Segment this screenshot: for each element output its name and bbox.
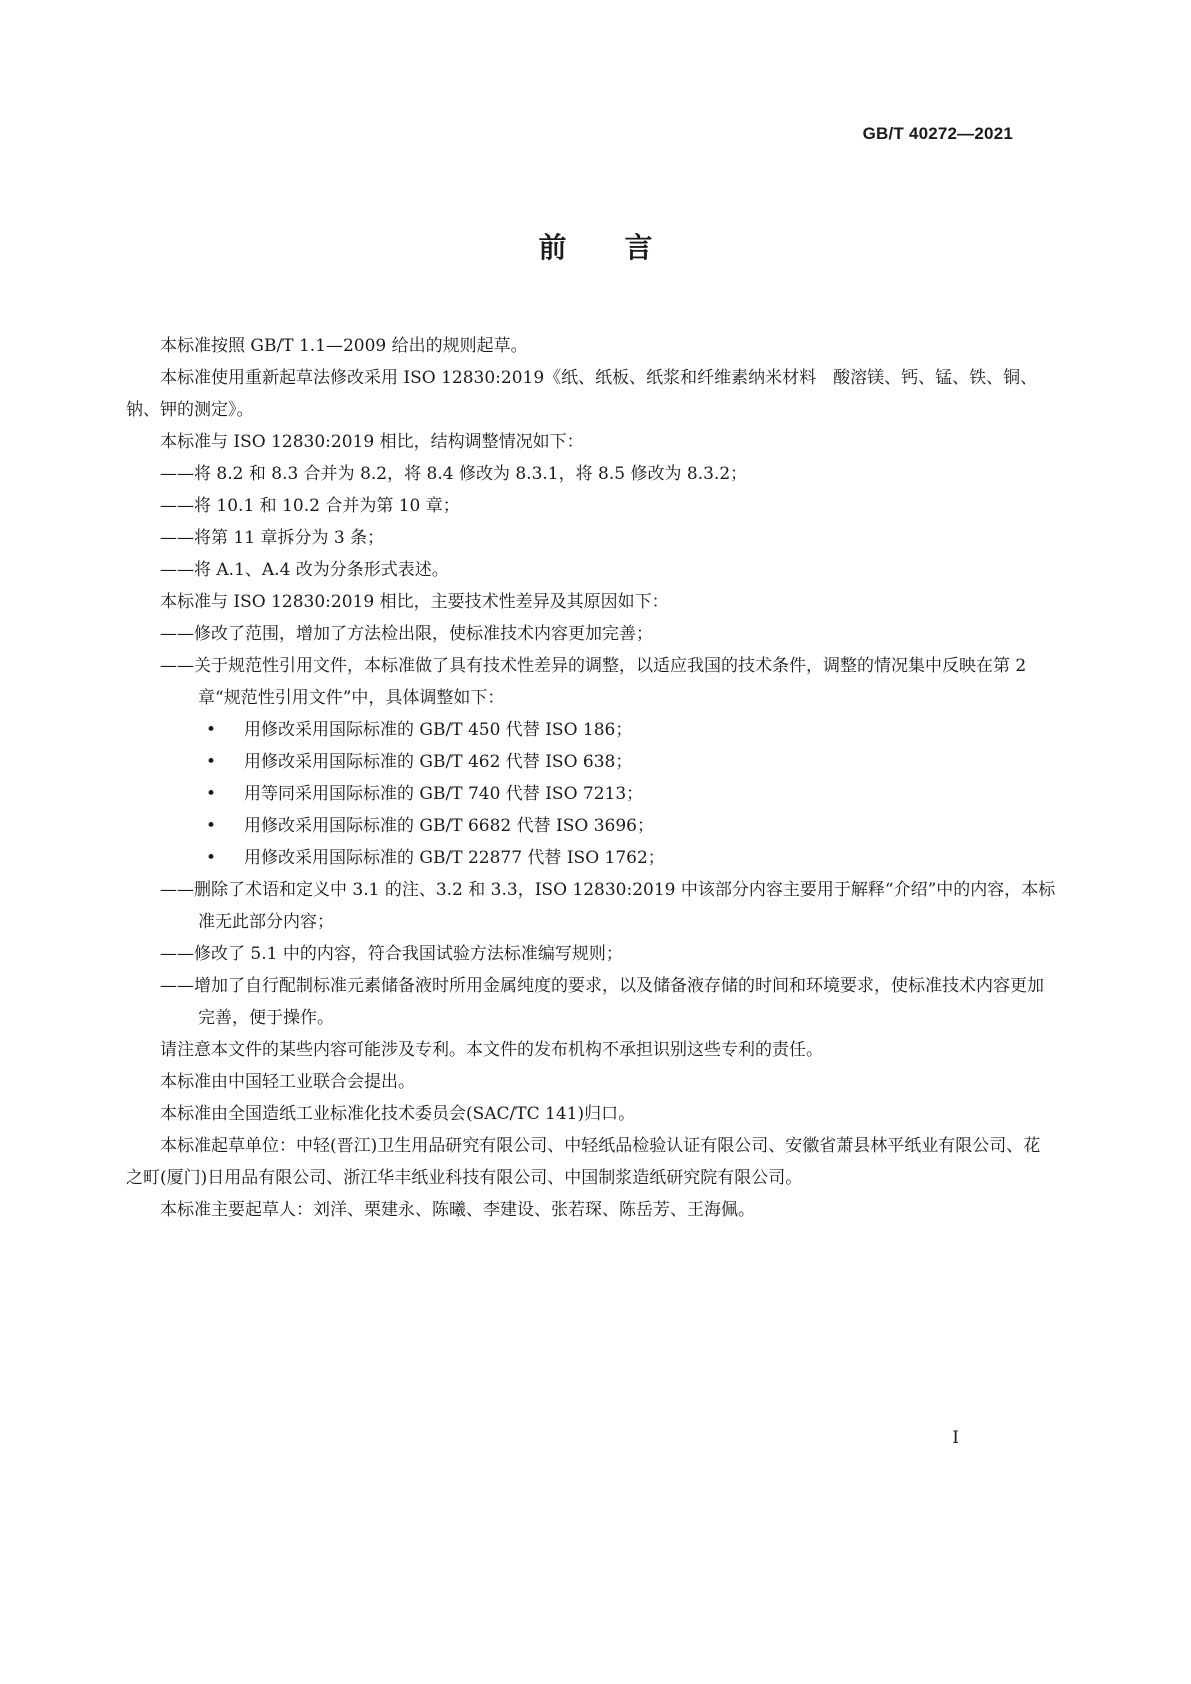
- structural-change-item: ——将 8.2 和 8.3 合并为 8.2，将 8.4 修改为 8.3.1，将 8.5 修改为 8.3.2；: [160, 464, 748, 484]
- list-item: [126, 842, 1056, 874]
- list-item-text: 用修改采用国际标准的 GB/T 450 代替 ISO 186；: [244, 720, 633, 740]
- list-item-text: 用修改采用国际标准的 GB/T 22877 代替 ISO 1762；: [244, 848, 665, 868]
- bullet-icon: •: [206, 720, 217, 740]
- bullet-icon: •: [206, 816, 217, 836]
- list-item-text: 用等同采用国际标准的 GB/T 740 代替 ISO 7213；: [244, 784, 644, 804]
- structural-change-item: ——将 A.1、A.4 改为分条形式表述。: [160, 560, 449, 580]
- paragraph-patent-notice: 请注意本文件的某些内容可能涉及专利。本文件的发布机构不承担识别这些专利的责任。: [160, 1040, 823, 1060]
- bullet-icon: •: [206, 848, 217, 868]
- list-item: [126, 810, 1056, 842]
- list-item-text: 用修改采用国际标准的 GB/T 462 代替 ISO 638；: [244, 752, 633, 772]
- list-item: [126, 714, 1056, 746]
- paragraph-drafting-rules: 本标准按照 GB/T 1.1—2009 给出的规则起草。: [160, 336, 528, 356]
- technical-difference-item: ——增加了自行配制标准元素储备液时所用金属纯度的要求，以及储备液存储的时间和环境要求，使标准技术内容更加完善，便于操作。: [160, 976, 1044, 1028]
- reference-replacement-list: [126, 714, 1056, 874]
- technical-difference-item: ——关于规范性引用文件，本标准做了具有技术性差异的调整，以适应我国的技术条件，调整的情况集中反映在第 2 章“规范性引用文件”中，具体调整如下：: [160, 656, 1027, 708]
- bullet-icon: •: [206, 784, 217, 804]
- technical-difference-item: ——修改了范围，增加了方法检出限，使标准技术内容更加完善；: [160, 624, 653, 644]
- foreword-body: [126, 330, 1056, 1226]
- paragraph-technical-intro: 本标准与 ISO 12830:2019 相比，主要技术性差异及其原因如下：: [160, 592, 669, 612]
- paragraph-proposer: 本标准由中国轻工业联合会提出。: [160, 1072, 415, 1092]
- technical-difference-item: ——修改了 5.1 中的内容，符合我国试验方法标准编写规则；: [160, 944, 623, 964]
- standard-number: GB/T 40272—2021: [862, 124, 1013, 143]
- paragraph-adoption: 本标准使用重新起草法修改采用 ISO 12830:2019《纸、纸板、纸浆和纤维素纳米材料 酸溶镁、钙、锰、铁、铜、钠、钾的测定》。: [126, 368, 1038, 420]
- page-title: 前言: [538, 231, 711, 264]
- structural-change-item: ——将 10.1 和 10.2 合并为第 10 章；: [160, 496, 460, 516]
- paragraph-committee: 本标准由全国造纸工业标准化技术委员会(SAC/TC 141)归口。: [160, 1104, 636, 1124]
- structural-change-item: ——将第 11 章拆分为 3 条；: [160, 528, 385, 548]
- paragraph-drafters: 本标准主要起草人：刘洋、栗建永、陈曦、李建设、张若琛、陈岳芳、王海佩。: [160, 1200, 755, 1220]
- paragraph-structural-intro: 本标准与 ISO 12830:2019 相比，结构调整情况如下：: [160, 432, 584, 452]
- technical-difference-item: ——删除了术语和定义中 3.1 的注、3.2 和 3.3，ISO 12830:2019 中该部分内容主要用于解释“介绍”中的内容，本标准无此部分内容；: [160, 880, 1056, 932]
- list-item: [126, 746, 1056, 778]
- bullet-icon: •: [206, 752, 217, 772]
- list-item-text: 用修改采用国际标准的 GB/T 6682 代替 ISO 3696；: [244, 816, 654, 836]
- paragraph-drafting-units: 本标准起草单位：中轻(晋江)卫生用品研究有限公司、中轻纸品检验认证有限公司、安徽省萧县林平纸业有限公司、花之町(厦门)日用品有限公司、浙江华丰纸业科技有限公司、中国制浆造纸研究院有限公司。: [126, 1136, 1041, 1188]
- list-item: [126, 778, 1056, 810]
- page-number: I: [952, 1428, 959, 1448]
